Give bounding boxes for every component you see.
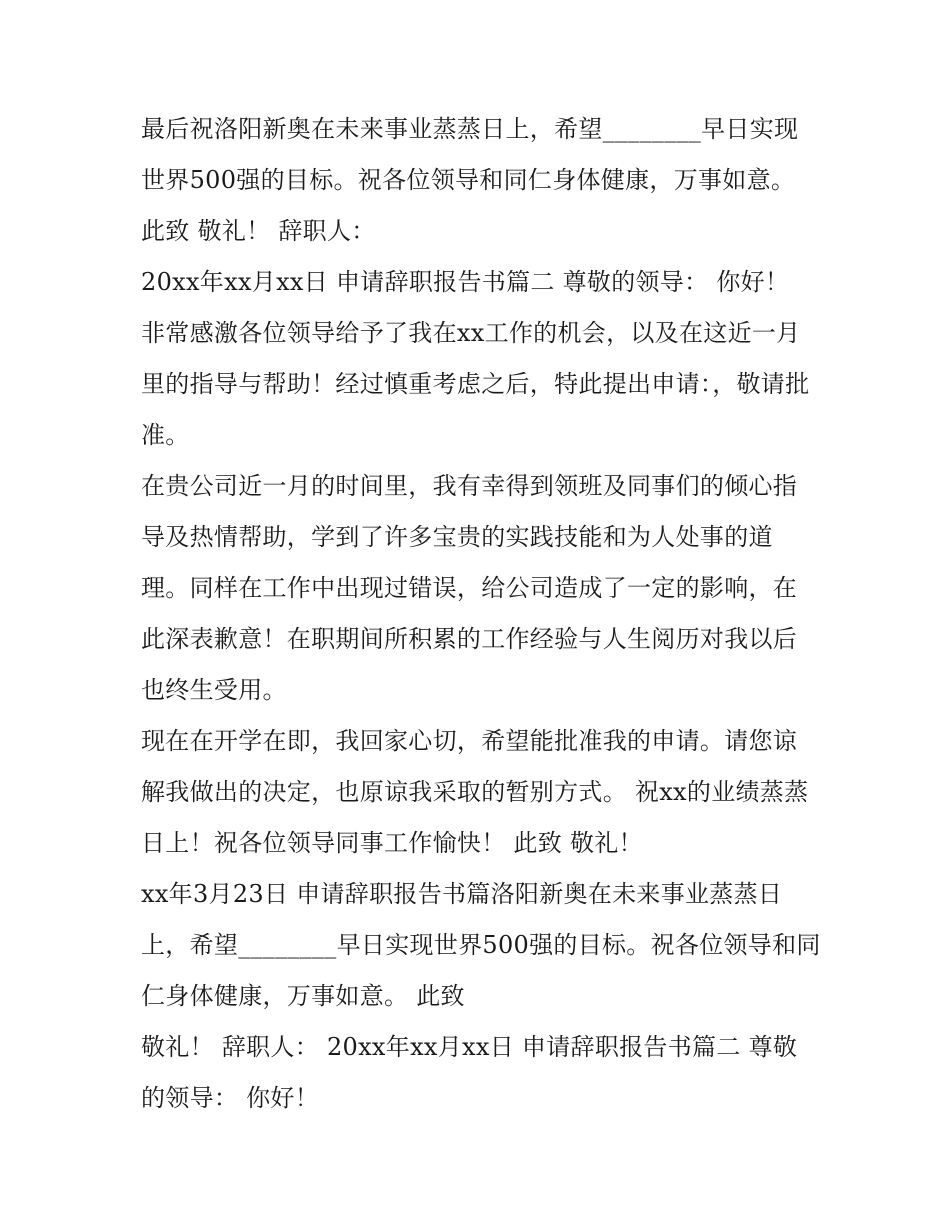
paragraph-repeat-wishes: xx年3月23日 申请辞职报告书篇洛阳新奥在未来事业蒸蒸日上，希望________早日实现世界500强的目标。祝各位领导和同仁身体健康，万事如意。 此致 bbox=[141, 880, 821, 1010]
paragraph-experience: 在贵公司近一月的时间里，我有幸得到领班及同事们的倾心指导及热情帮助，学到了许多宝贵的实践技能和为人处事的道理。同样在工作中出现过错误，给公司造成了一定的影响，在此深表歉意！在职期间所积累的工作经验与人生阅历对我以后也终生受用。 bbox=[141, 472, 798, 704]
document-body bbox=[141, 104, 821, 1124]
paragraph-salutation-signature: 此致 敬礼！ 辞职人： bbox=[141, 217, 376, 245]
paragraph-reason: 现在在开学在即，我回家心切，希望能批准我的申请。请您谅解我做出的决定，也原谅我采取的暂别方式。 祝xx的业绩蒸蒸日上！祝各位领导同事工作愉快！ 此致 敬礼！ bbox=[141, 727, 809, 857]
paragraph-gratitude: 非常感激各位领导给予了我在xx工作的机会，以及在这近一月里的指导与帮助！经过慎重考虑之后，特此提出申请：，敬请批准。 bbox=[141, 319, 810, 449]
paragraph-closing-wishes: 最后祝洛阳新奥在未来事业蒸蒸日上，希望________早日实现世界500强的目标。祝各位领导和同仁身体健康，万事如意。 bbox=[141, 115, 799, 194]
paragraph-repeat-heading: 敬礼！ 辞职人： 20xx年xx月xx日 申请辞职报告书篇二 尊敬的领导： 你好！ bbox=[141, 1033, 798, 1112]
paragraph-date-heading: 20xx年xx月xx日 申请辞职报告书篇二 尊敬的领导： 你好！ bbox=[141, 268, 790, 296]
